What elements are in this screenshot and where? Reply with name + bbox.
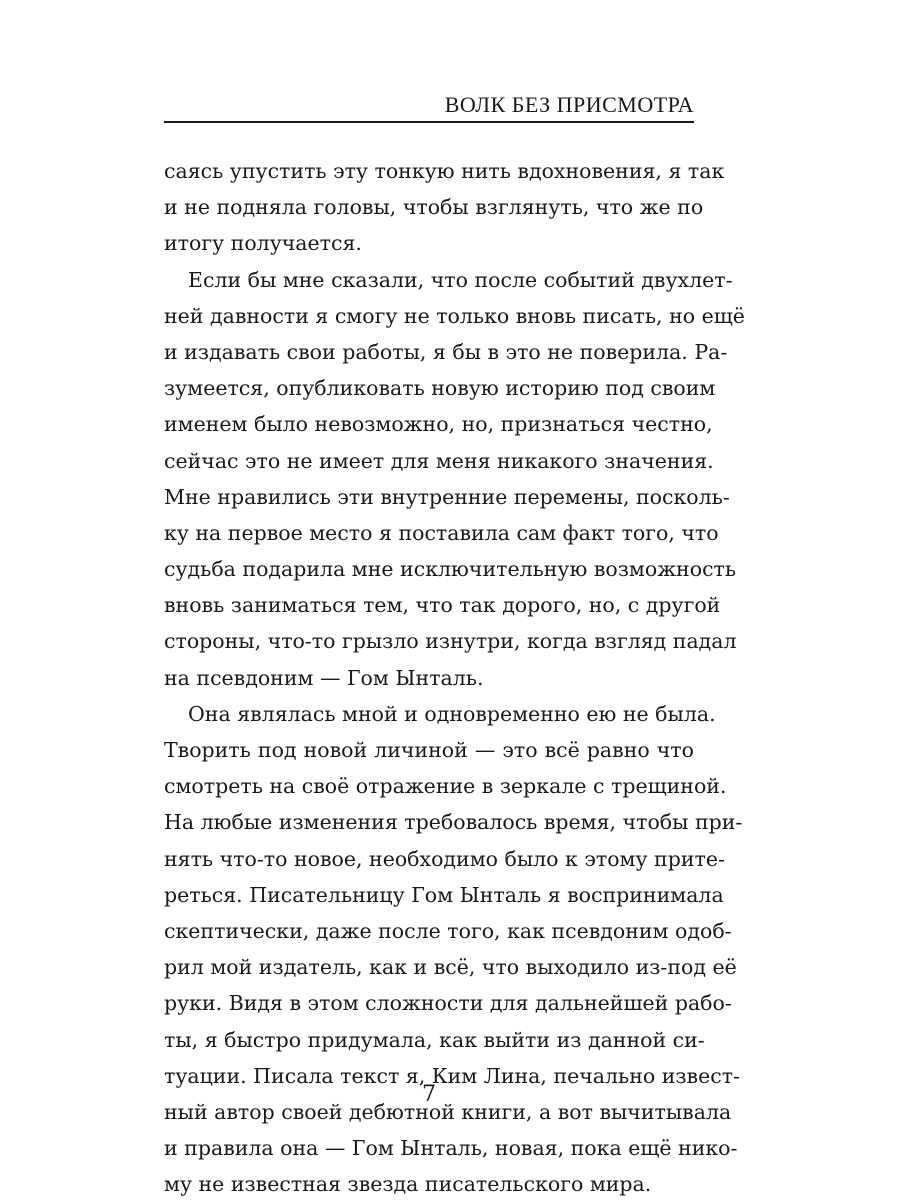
text-line: ный автор своей дебютной книги, а вот вычитывала: [164, 1099, 732, 1124]
body-text: [164, 153, 745, 1202]
text-line: зумеется, опубликовать новую историю под своим: [164, 376, 716, 401]
text-line: итогу получается.: [164, 231, 362, 256]
text-line: и издавать свои работы, я бы в это не поверила. Ра-: [164, 339, 728, 364]
text-line: на псевдоним — Гом Ынталь.: [164, 665, 484, 690]
page-number: 7: [422, 1082, 436, 1107]
text-line: На любые изменения требовалось время, чтобы при-: [164, 810, 743, 835]
text-line: ты, я быстро придумала, как выйти из данной си-: [164, 1027, 705, 1052]
text-line: судьба подарила мне исключительную возможность: [164, 557, 737, 582]
text-line: туации. Писала текст я, Ким Лина, печально извест-: [164, 1063, 740, 1088]
text-line: сейчас это не имеет для меня никакого значения.: [164, 448, 714, 473]
text-line: смотреть на своё отражение в зеркале с трещиной.: [164, 774, 727, 799]
running-head-title: ВОЛК БЕЗ ПРИСМОТРА: [444, 92, 694, 117]
text-line: Мне нравились эти внутренние перемены, посколь-: [164, 484, 730, 509]
text-line: ку на первое место я поставила сам факт того, что: [164, 520, 719, 545]
text-line: саясь упустить эту тонкую нить вдохновения, я так: [164, 159, 725, 183]
text-line: Если бы мне сказали, что после событий двухлет-: [188, 267, 733, 292]
header-rule: [164, 121, 694, 123]
text-line: и не подняла головы, чтобы взглянуть, что же по: [164, 195, 704, 220]
text-line: именем было невозможно, но, признаться честно,: [164, 412, 713, 437]
text-line: рил мой издатель, как и всё, что выходило из-под её: [164, 955, 737, 980]
text-line: Она являлась мной и одновременно ею не была.: [188, 701, 716, 726]
text-line: Творить под новой личиной — это всё равно что: [164, 738, 694, 762]
text-line: руки. Видя в этом сложности для дальнейшей рабо-: [164, 991, 732, 1016]
text-line: скептически, даже после того, как псевдоним одоб-: [164, 918, 732, 943]
text-line: нять что-то новое, необходимо было к этому прите-: [164, 846, 725, 871]
text-line: и правила она — Гом Ынталь, новая, пока ещё нико-: [164, 1136, 738, 1161]
text-line: му не известная звезда писательского мира.: [164, 1172, 652, 1197]
text-line: ней давности я смогу не только вновь писать, но ещё: [164, 303, 745, 328]
text-line: реться. Писательницу Гом Ынталь я воспринимала: [164, 882, 724, 907]
text-line: вновь заниматься тем, что так дорого, но, с другой: [164, 593, 721, 618]
text-line: стороны, что-то грызло изнутри, когда взгляд падал: [164, 629, 737, 654]
